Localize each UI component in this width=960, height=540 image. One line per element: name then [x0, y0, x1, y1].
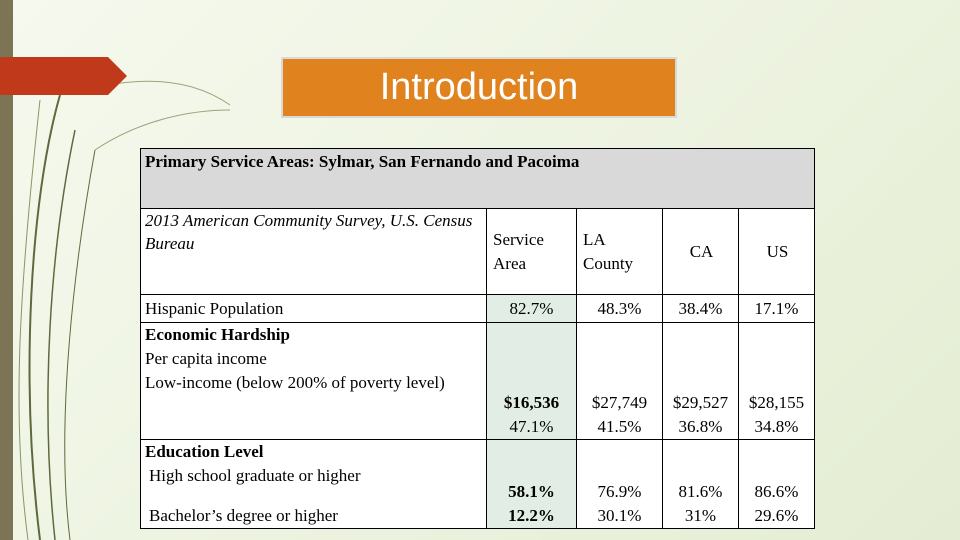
bachelor-la-county: 30.1%	[597, 506, 642, 525]
col-us-label: US	[766, 241, 789, 261]
bachelor-ca: 31%	[684, 506, 717, 525]
col-la-county	[577, 209, 663, 295]
row-label-economic	[141, 323, 487, 440]
col-us	[739, 209, 815, 295]
economic-ca	[663, 323, 739, 440]
education-title: Education Level	[145, 442, 264, 461]
arrow-tab	[0, 57, 127, 95]
high-school-la-county: 76.9%	[597, 482, 642, 501]
hispanic-service-area: 82.7%	[487, 295, 577, 323]
bachelor-us: 29.6%	[754, 506, 799, 525]
high-school-us: 86.6%	[754, 482, 799, 501]
table-header-row	[141, 149, 815, 209]
demographics-table	[140, 148, 815, 529]
economic-sub2: Low-income (below 200% of poverty level)	[145, 373, 445, 392]
bachelor-service-area: 12.2%	[508, 506, 555, 525]
col-ca	[663, 209, 739, 295]
table-row	[141, 440, 815, 529]
high-school-ca: 81.6%	[678, 482, 723, 501]
title-box	[281, 57, 677, 118]
economic-la-county	[577, 323, 663, 440]
per-capita-service-area: $16,536	[503, 393, 560, 412]
education-us	[739, 440, 815, 529]
table-header-text: Primary Service Areas: Sylmar, San Fernando and Pacoima	[145, 152, 580, 171]
low-income-us: 34.8%	[754, 417, 799, 436]
per-capita-ca: $29,527	[672, 393, 729, 412]
table-row	[141, 295, 815, 323]
row-label-hispanic	[141, 295, 487, 323]
economic-us	[739, 323, 815, 440]
education-sub2: Bachelor’s degree or higher	[149, 506, 338, 525]
education-sub1: High school graduate or higher	[149, 466, 361, 485]
col-service-area	[487, 209, 577, 295]
table-row	[141, 323, 815, 440]
row-label-education	[141, 440, 487, 529]
education-ca	[663, 440, 739, 529]
low-income-ca: 36.8%	[678, 417, 723, 436]
col-ca-label: CA	[689, 241, 714, 261]
economic-title: Economic Hardship	[145, 325, 290, 344]
slide-title: Introduction	[379, 66, 579, 108]
economic-sub1: Per capita income	[145, 349, 267, 368]
education-service-area	[487, 440, 577, 529]
hispanic-label: Hispanic Population	[145, 298, 284, 318]
per-capita-us: $28,155	[748, 393, 805, 412]
table-header-cell	[141, 149, 815, 209]
source-cell	[141, 209, 487, 295]
hispanic-la-county: 48.3%	[577, 295, 663, 323]
per-capita-la-county: $27,749	[591, 393, 648, 412]
hispanic-us: 17.1%	[739, 295, 815, 323]
source-text: 2013 American Community Survey, U.S. Census Bureau	[145, 211, 473, 253]
col-service-area-label: Service Area	[493, 229, 544, 273]
hispanic-ca: 38.4%	[663, 295, 739, 323]
column-header-row	[141, 209, 815, 295]
col-la-county-label: LA County	[583, 229, 634, 273]
low-income-service-area: 47.1%	[509, 417, 554, 436]
high-school-service-area: 58.1%	[508, 482, 555, 501]
economic-service-area	[487, 323, 577, 440]
education-la-county	[577, 440, 663, 529]
low-income-la-county: 41.5%	[597, 417, 642, 436]
